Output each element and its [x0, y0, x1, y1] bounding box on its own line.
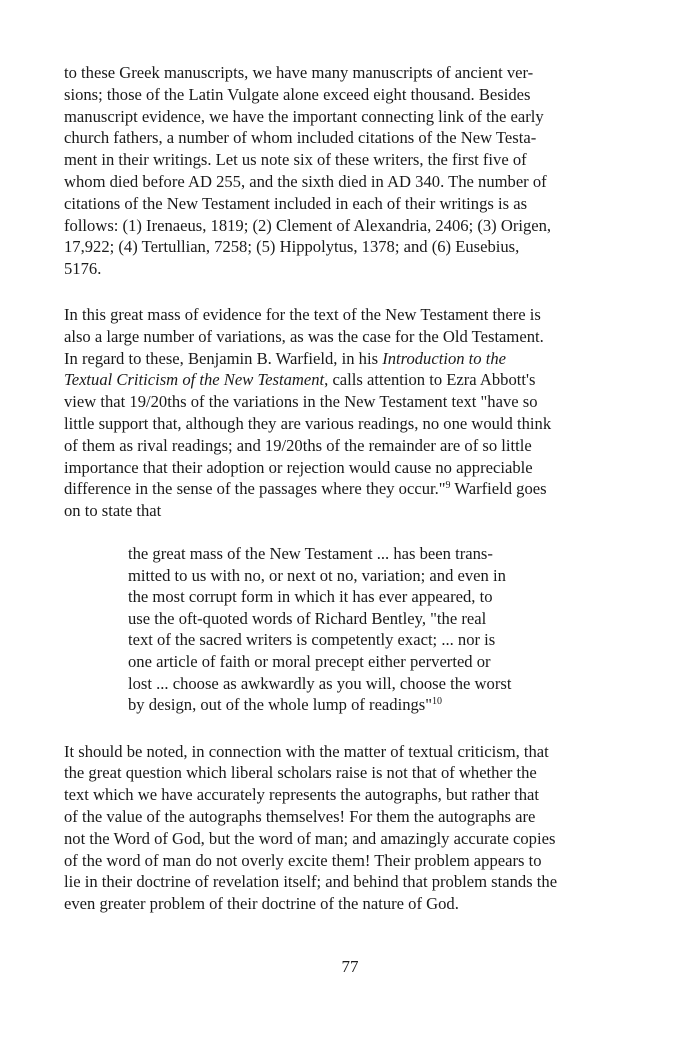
text-line: of the word of man do not overly excite them! Their problem appears to [64, 850, 542, 870]
paragraph-spacer [64, 522, 642, 543]
text-run: , calls attention to Ezra Abbott's [324, 370, 536, 390]
book-title: Textual Criticism of the New Testament [64, 370, 325, 390]
text-line: 5176. [64, 259, 102, 279]
quote-line: the great mass of the New Testament ... has been trans- [128, 543, 493, 563]
text-line: citations of the New Testament included in each of their writings is as [64, 193, 528, 213]
text-line: not the Word of God, but the word of man; and amazingly accurate copies [64, 828, 556, 848]
text-run: In regard to these, Benjamin B. Warfield, in his [64, 348, 383, 368]
quote-line: one article of faith or moral precept either perverted or [128, 651, 491, 671]
text-line: the great question which liberal scholars raise is not that of whether the [64, 763, 537, 783]
text-line: on to state that [64, 501, 162, 521]
text-line [64, 348, 642, 370]
page-body [64, 62, 642, 915]
quote-line: text of the sacred writers is competently exact; ... nor is [128, 630, 496, 650]
text-line: manuscript evidence, we have the important connecting link of the early [64, 106, 544, 126]
text-line: In this great mass of evidence for the text of the New Testament there is [64, 304, 541, 324]
text-line: of the value of the autographs themselves! For them the autographs are [64, 807, 536, 827]
text-line: text which we have accurately represents the autographs, but rather that [64, 785, 540, 805]
paragraph-manuscripts [64, 62, 642, 280]
text-line: church fathers, a number of whom included citations of the New Testa- [64, 128, 537, 148]
footnote-marker: 10 [432, 696, 443, 708]
text-line: ment in their writings. Let us note six of these writers, the first five of [64, 150, 527, 170]
text-line: whom died before AD 255, and the sixth died in AD 340. The number of [64, 171, 547, 191]
quote-line [128, 694, 642, 716]
book-title: Introduction to the [382, 348, 507, 368]
text-run: by design, out of the whole lump of readings" [128, 695, 433, 715]
text-line: lie in their doctrine of revelation itself; and behind that problem stands the [64, 872, 558, 892]
footnote-marker: 9 [445, 480, 451, 492]
paragraph-liberal-scholars [64, 741, 642, 915]
text-line: view that 19/20ths of the variations in the New Testament text "have so [64, 392, 538, 412]
text-line: follows: (1) Irenaeus, 1819; (2) Clement of Alexandria, 2406; (3) Origen, [64, 215, 552, 235]
text-line: of them as rival readings; and 19/20ths of the remainder are of so little [64, 435, 532, 455]
text-line: sions; those of the Latin Vulgate alone exceed eight thousand. Besides [64, 84, 531, 104]
quote-line: mitted to us with no, or next ot no, variation; and even in [128, 565, 506, 585]
paragraph-spacer [64, 716, 642, 741]
text-line: importance that their adoption or rejection would cause no appreciable [64, 457, 533, 477]
text-line: even greater problem of their doctrine of the nature of God. [64, 894, 459, 914]
text-line: also a large number of variations, as was the case for the Old Testament. [64, 326, 544, 346]
text-line [64, 369, 642, 391]
text-run: Warfield goes [450, 479, 547, 499]
quote-line: the most corrupt form in which it has ever appeared, to [128, 587, 493, 607]
paragraph-variations [64, 304, 642, 522]
quote-line: use the oft-quoted words of Richard Bentley, "the real [128, 608, 487, 628]
text-line: to these Greek manuscripts, we have many manuscripts of ancient ver- [64, 63, 534, 82]
text-run: difference in the sense of the passages where they occur." [64, 479, 446, 499]
text-line: 17,922; (4) Tertullian, 7258; (5) Hippolytus, 1378; and (6) Eusebius, [64, 237, 520, 257]
text-line [64, 478, 642, 500]
page-number: 77 [341, 957, 359, 976]
block-quote [128, 543, 642, 716]
quote-line: lost ... choose as awkwardly as you will, choose the worst [128, 673, 512, 693]
text-line: little support that, although they are various readings, no one would think [64, 413, 552, 433]
paragraph-spacer [64, 280, 642, 304]
text-line: It should be noted, in connection with the matter of textual criticism, that [64, 741, 549, 761]
